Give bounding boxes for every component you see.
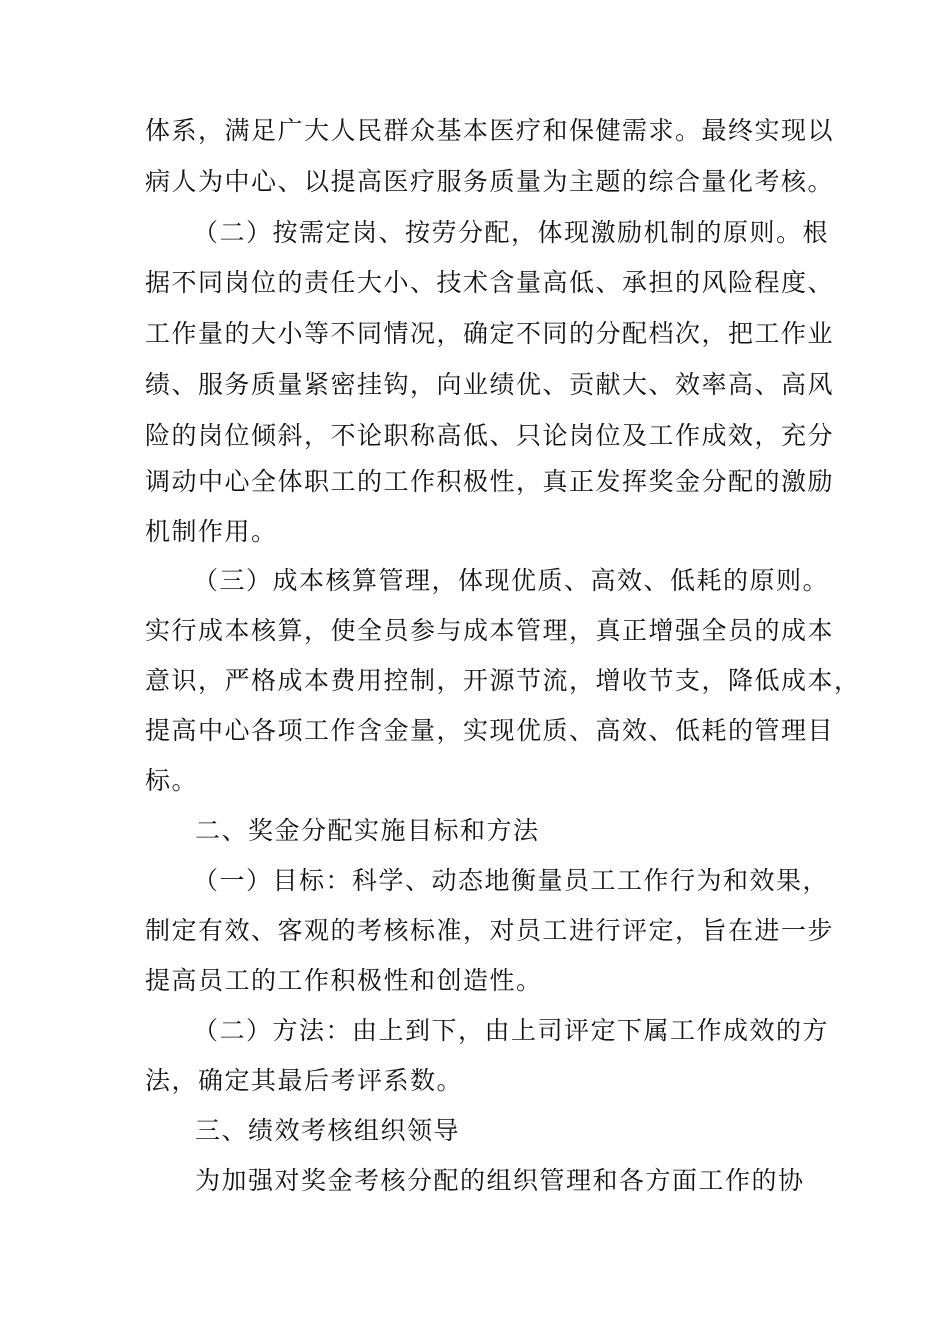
- section-heading: 三、绩效考核组织领导: [195, 1116, 461, 1145]
- text-line: 险的岗位倾斜，不论职称高低、只论岗位及工作成效，充分: [145, 421, 835, 450]
- text-line: （一）目标：科学、动态地衡量员工工作行为和效果，: [193, 866, 830, 895]
- text-line: 绩、服务质量紧密挂钩，向业绩优、贡献大、效率高、高风: [145, 370, 835, 399]
- text-line: 体系，满足广大人民群众基本医疗和保健需求。最终实现以: [145, 116, 835, 145]
- text-line: 为加强对奖金考核分配的组织管理和各方面工作的协: [195, 1166, 805, 1195]
- text-line: （二）按需定岗、按劳分配，体现激励机制的原则。根: [193, 218, 830, 247]
- text-line: 制定有效、客观的考核标准，对员工进行评定，旨在进一步: [145, 916, 835, 945]
- text-line: 意识，严格成本费用控制，开源节流，增收节支，降低成本，: [145, 666, 861, 695]
- text-line: 工作量的大小等不同情况，确定不同的分配档次，把工作业: [145, 319, 835, 348]
- text-line: 提高中心各项工作含金量，实现优质、高效、低耗的管理目: [145, 716, 835, 745]
- text-line: （二）方法：由上到下，由上司评定下属工作成效的方: [193, 1016, 830, 1045]
- text-line: 标。: [145, 766, 199, 795]
- text-line: 实行成本核算，使全员参与成本管理，真正增强全员的成本: [145, 616, 835, 645]
- text-line: 调动中心全体职工的工作积极性，真正发挥奖金分配的激励: [145, 467, 835, 496]
- text-line: 法，确定其最后考评系数。: [145, 1066, 464, 1095]
- text-line: 病人为中心、以提高医疗服务质量为主题的综合量化考核。: [145, 167, 835, 196]
- text-line: 据不同岗位的责任大小、技术含量高低、承担的风险程度、: [145, 268, 835, 297]
- text-line: 机制作用。: [145, 517, 278, 546]
- text-line: 提高员工的工作积极性和创造性。: [145, 966, 543, 995]
- section-heading: 二、奖金分配实施目标和方法: [195, 816, 540, 845]
- text-line: （三）成本核算管理，体现优质、高效、低耗的原则。: [193, 566, 830, 595]
